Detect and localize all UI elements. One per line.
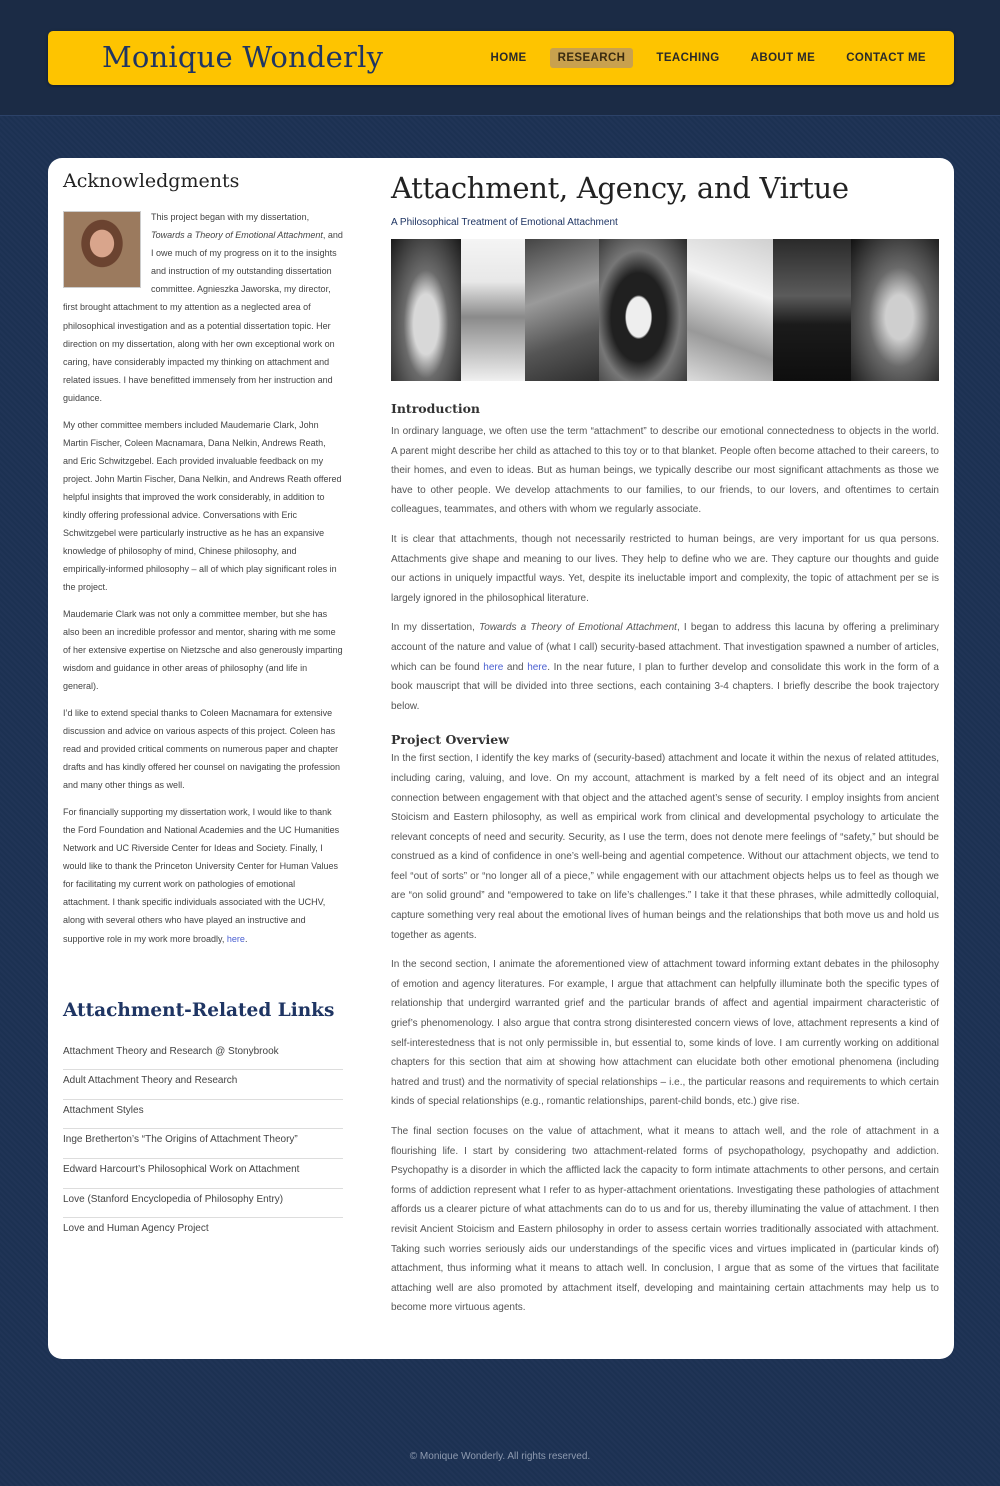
overview-paragraph-3: The final section focuses on the value of attachment, what it means to attach well, and the role of attachment in a flourishing life. I start by considering two attachment-related forms of psychopathology, psychopathy and addiction. Psychopathy is a disorder in which the afflicted lack the capacity to form intimate attachments to other persons, and certain forms of addiction represent what I refer to as hyper-attachment orientations. Investigating these pathologies of attachment affords us a clearer picture of what attachments can do to us and for us, thereby illuminating the value of attachment. I then revisit Ancient Stoicism and Eastern philosophy in order to assess certain worries traditionally associated with attachment. Taking such worries seriously aids our understandings of the specific vices and virtues implicated in (particular kinds of) attachment, thus informing what it means to attach well. In conclusion, I argue that as some of the virtues that facilitate attaching well are also promoted by attachment itself, developing and maintaining certain attachments may help us to become more virtuous agents. <box>391 1126 939 1314</box>
ack-p5-text: For financially supporting my dissertation work, I would like to thank the Ford Foundation and National Academies and the UC Humanities Network and UC Riverside Center for Ideas and Society. Finally, I would like to thank the Princeton University Center for Human Values for facilitating my current work on pathologies of emotional attachment. I thank specific individuals associated with the UCHV, along with several others who have played an instructive and supportive role in my work more broadly, <box>63 806 340 944</box>
sidebar <box>63 170 343 1248</box>
ack-paragraph-4: I’d like to extend special thanks to Coleen Macnamara for extensive discussion and advice on various aspects of this project. Coleen has read and provided critical comments on numerous paper and chapter drafts and has kindly offered her counsel on navigating the profession and many other things as well. <box>63 707 341 791</box>
link-stanford-love[interactable]: Love (Stanford Encyclopedia of Philosophy Entry) <box>63 1189 343 1219</box>
link-love-human-agency[interactable]: Love and Human Agency Project <box>63 1223 209 1235</box>
link-attachment-styles[interactable]: Attachment Styles <box>63 1100 343 1130</box>
intro-paragraph-1: In ordinary language, we often use the term “attachment” to describe our emotional connectedness to objects in the world. A parent might describe her child as attached to this toy or to that blanket. People often become attached to their careers, to their homes, and even to ideas. But as human beings, we typically describe our most significant attachments as those we have to other people. We develop attachments to our families, to our friends, to our lovers, and oftentimes to certain colleagues, teammates, and others with whom we regularly associate. <box>391 426 939 516</box>
ack-paragraph-3: Maudemarie Clark was not only a committee member, but she has also been an incredible professor and mentor, sharing with me some of her extensive expertise on Nietzsche and also generously imparting wisdom and guidance in other areas of philosophy (and life in general). <box>63 608 343 692</box>
site-header <box>48 31 954 85</box>
links-list <box>63 1041 343 1248</box>
overview-paragraph-2: In the second section, I animate the aforementioned view of attachment toward informing extant debates in the philosophy of emotion and agency literatures. For example, I argue that attachment can helpfully illuminate both the specific types of relationship that undergird warranted grief and the particular brands of affect and agential impairment characteristic of grief’s phenomenology. I also argue that contra strong disinterested concern views of love, attachment represents a kind of self-interestedness that is not only permissible in, but essential to, some kinds of love. I am currently working on additional chapters for this section that aim at showing how attachment can elucidate both other emotional phenomena (including hatred and trust) and the normativity of special relationships – i.e., the particular reasons and requirements to which certain kinds of special relationships (e.g., romantic relationships, parent-child bonds, etc.) give rise. <box>391 959 939 1108</box>
intro-paragraph-2: It is clear that attachments, though not necessarily restricted to human beings, are very important for us qua persons. Attachments give shape and meaning to our lives. They help to define who we are. They capture our thoughts and guide our actions in uniquely impactful ways. Yet, despite its ineluctable import and complexity, the topic of attachment per se is largely ignored in the philosophical literature. <box>391 533 939 604</box>
ack-p1-title: Towards a Theory of Emotional Attachment <box>151 230 323 241</box>
collage-silhouette-photo <box>773 239 851 381</box>
collage-embrace-photo <box>851 239 939 381</box>
intro-p3-and: and <box>506 661 524 673</box>
nav-about-me[interactable]: ABOUT ME <box>750 52 816 64</box>
main-nav <box>468 48 934 68</box>
link-adult-attachment[interactable]: Adult Attachment Theory and Research <box>63 1070 343 1100</box>
intro-p3-c: . In the near future, I plan to further develop and consolidate this work in the form of a book mauscript that will be divided into three sections, each containing 3-4 chapters. I briefly describe the book trajectory below. <box>391 661 939 712</box>
attachment-photo-collage <box>391 239 939 381</box>
ack-p1-b: , and I owe much of my progress on it to the insights and instruction of my outstanding dissertation committee. Agnieszka Jaworska, my director, first brought attachment to my attention as a neglected area of philosophical investigation and as a potential dissertation topic. Her direction on my dissertation, along with her own exceptional work on caring, have considerably impacted my thinking on attachment and related issues. I have benefitted immensely from her instruction and guidance. <box>63 230 343 403</box>
ack-paragraph-2: My other committee members included Maudemarie Clark, John Martin Fischer, Coleen Macnamara, Dana Nelkin, Andrews Reath, and Eric Schwitzgebel. Each provided invaluable feedback on my project. John Martin Fischer, Dana Nelkin, and Andrews Reath offered helpful insights that improved the work considerably, in addition to kindly offering professional advice. Conversations with Eric Schwitzgebel were particularly instructive as he has an expansive knowledge of philosophy of mind, Chinese philosophy, and empirically-informed philosophy – all of which play significant roles in the project. <box>63 419 342 593</box>
ack-here-link[interactable]: here <box>226 933 245 944</box>
intro-p3-title: Towards a Theory of Emotional Attachment <box>479 622 677 634</box>
footer-copyright: © Monique Wonderly. All rights reserved. <box>409 1451 591 1462</box>
articles-here-link-2[interactable]: here <box>527 661 548 673</box>
collage-child-photo <box>461 239 525 381</box>
nav-home[interactable]: HOME <box>490 52 527 64</box>
content-panel <box>48 158 954 1359</box>
intro-p3-b: , I began to address this lacuna by offering a preliminary account of the nature and value of (what I call) security-based attachment. That investigation spawned a number of articles, which can be found <box>391 622 940 673</box>
link-stonybrook[interactable]: Attachment Theory and Research @ Stonybrook <box>63 1041 343 1071</box>
site-title[interactable]: Monique Wonderly <box>102 40 384 74</box>
link-harcourt[interactable]: Edward Harcourt’s Philosophical Work on Attachment <box>63 1159 343 1189</box>
nav-teaching[interactable]: TEACHING <box>656 52 720 64</box>
link-bretherton[interactable]: Inge Bretherton’s “The Origins of Attachment Theory” <box>63 1129 343 1159</box>
nav-contact-me[interactable]: CONTACT ME <box>846 52 926 64</box>
collage-panda-photo <box>599 239 687 381</box>
ack-p1-a: This project began with my dissertation, <box>151 212 310 222</box>
collage-street-photo <box>525 239 599 381</box>
main-article <box>391 171 939 1328</box>
ack-paragraph-5 <box>63 803 343 948</box>
overview-paragraph-1: In the first section, I identify the key marks of (security-based) attachment and locate it within the nexus of related attitudes, including caring, valuing, and love. On my account, attachment is marked by a felt need of its object and an integral connection between engagement with that object and the attached agent’s sense of security. I employ insights from ancient Stoicism and Eastern philosophy, as well as empirical work from clinical and developmental psychology to articulate the relevant concepts of need and security. Security, as I use the term, does not denote mere feelings of “safety,” but should be construed as a kind of confidence in one’s well-being and agential competence. Without our attachment objects, we tend to feel “out of sorts” or “no longer all of a piece,” while engagement with our attachment objects helps us to feel as though we are “on solid ground” and “empowered to take on life’s challenges.” I take it that these phrases, while admittedly colloquial, capture something very real about the emotional lives of human beings and the relationships that both move us and hold us together as agents. <box>391 753 939 941</box>
intro-p3-a: In my dissertation, <box>391 622 475 634</box>
nav-research[interactable]: RESEARCH <box>550 48 634 68</box>
links-heading: Attachment-Related Links <box>63 999 335 1021</box>
collage-hands-photo <box>391 239 461 381</box>
page-title: Attachment, Agency, and Virtue <box>391 171 849 205</box>
collage-sleeping-photo <box>687 239 773 381</box>
project-overview-heading: Project Overview <box>391 732 509 748</box>
acknowledgments-heading: Acknowledgments <box>63 170 240 192</box>
author-photo <box>63 211 141 288</box>
ack-p5-end: . <box>244 933 248 944</box>
introduction-heading: Introduction <box>391 401 481 416</box>
acknowledgments <box>63 208 343 948</box>
intro-paragraph-3 <box>391 618 939 716</box>
articles-here-link-1[interactable]: here <box>483 661 504 673</box>
page-subtitle: A Philosophical Treatment of Emotional Attachment <box>391 217 618 228</box>
